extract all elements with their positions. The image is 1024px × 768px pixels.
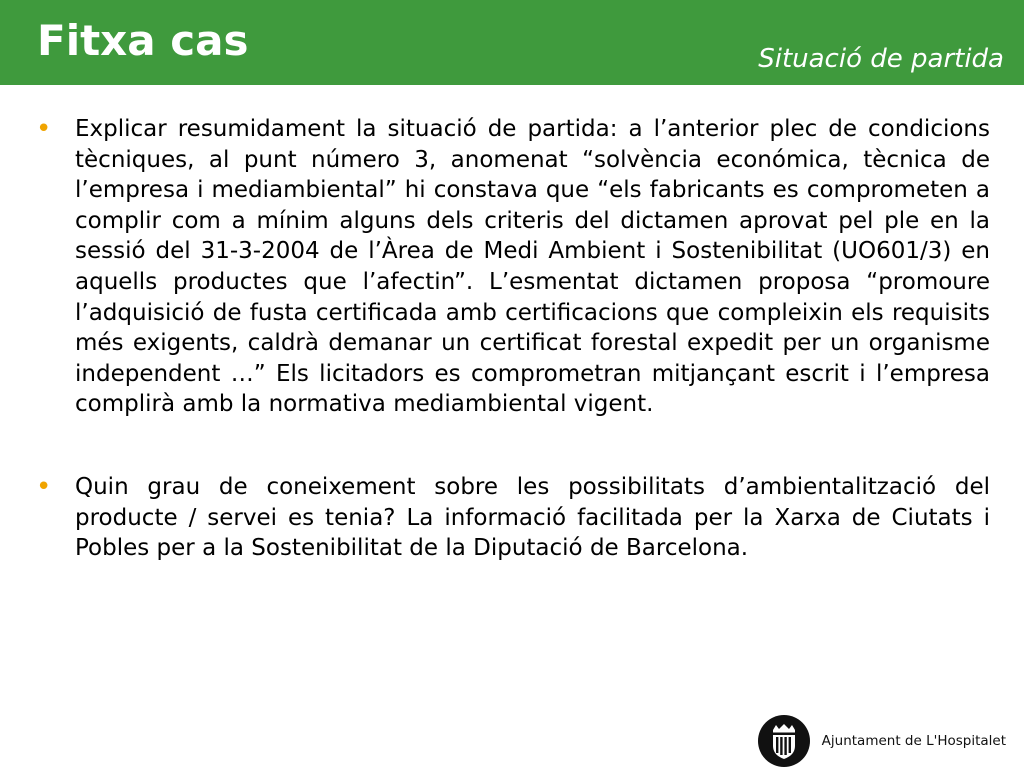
bullet-text: Quin grau de coneixement sobre les possibilitats d’ambientalització del producte / servei es tenia? La informació facilitada per la Xarxa de Ciutats i Pobles per a la Sostenibilitat de la Diputació de Barcelona.: [75, 473, 990, 562]
bullet-item: [30, 472, 990, 564]
slide-title: Fitxa cas: [37, 16, 249, 65]
header-bar: [0, 0, 1024, 85]
footer-logo: [758, 714, 1006, 768]
content-area: [30, 114, 990, 564]
bullet-text: Explicar resumidament la situació de partida: a l’anterior plec de condicions tècniques, al punt número 3, anomenat “solvència económica, tècnica de l’empresa i mediambiental” hi constava que “els fabricants es comprometen a complir com a mínim alguns dels criteris del dictamen aprovat pel ple en la sessió del 31-3-2004 de l’Àrea de Medi Ambient i Sostenibilitat (UO601/3) en aquells productes que l’afectin”. L’esmentat dictamen proposa “promoure l’adquisició de fusta certificada amb certificacions que compleixin els requisits més exigents, caldrà demanar un certificat forestal expedit per un organisme independent …” Els licitadors es comprometran mitjançant escrit i l’empresa complirà amb la normativa mediambiental vigent.: [75, 116, 990, 418]
logo-text: Ajuntament de L'Hospitalet: [821, 733, 1006, 749]
bullet-marker-icon: •: [36, 471, 52, 502]
bullet-marker-icon: •: [36, 114, 52, 144]
slide-subtitle: Situació de partida: [758, 44, 1004, 74]
municipal-seal-icon: [758, 715, 810, 767]
bullet-item: [30, 114, 990, 420]
